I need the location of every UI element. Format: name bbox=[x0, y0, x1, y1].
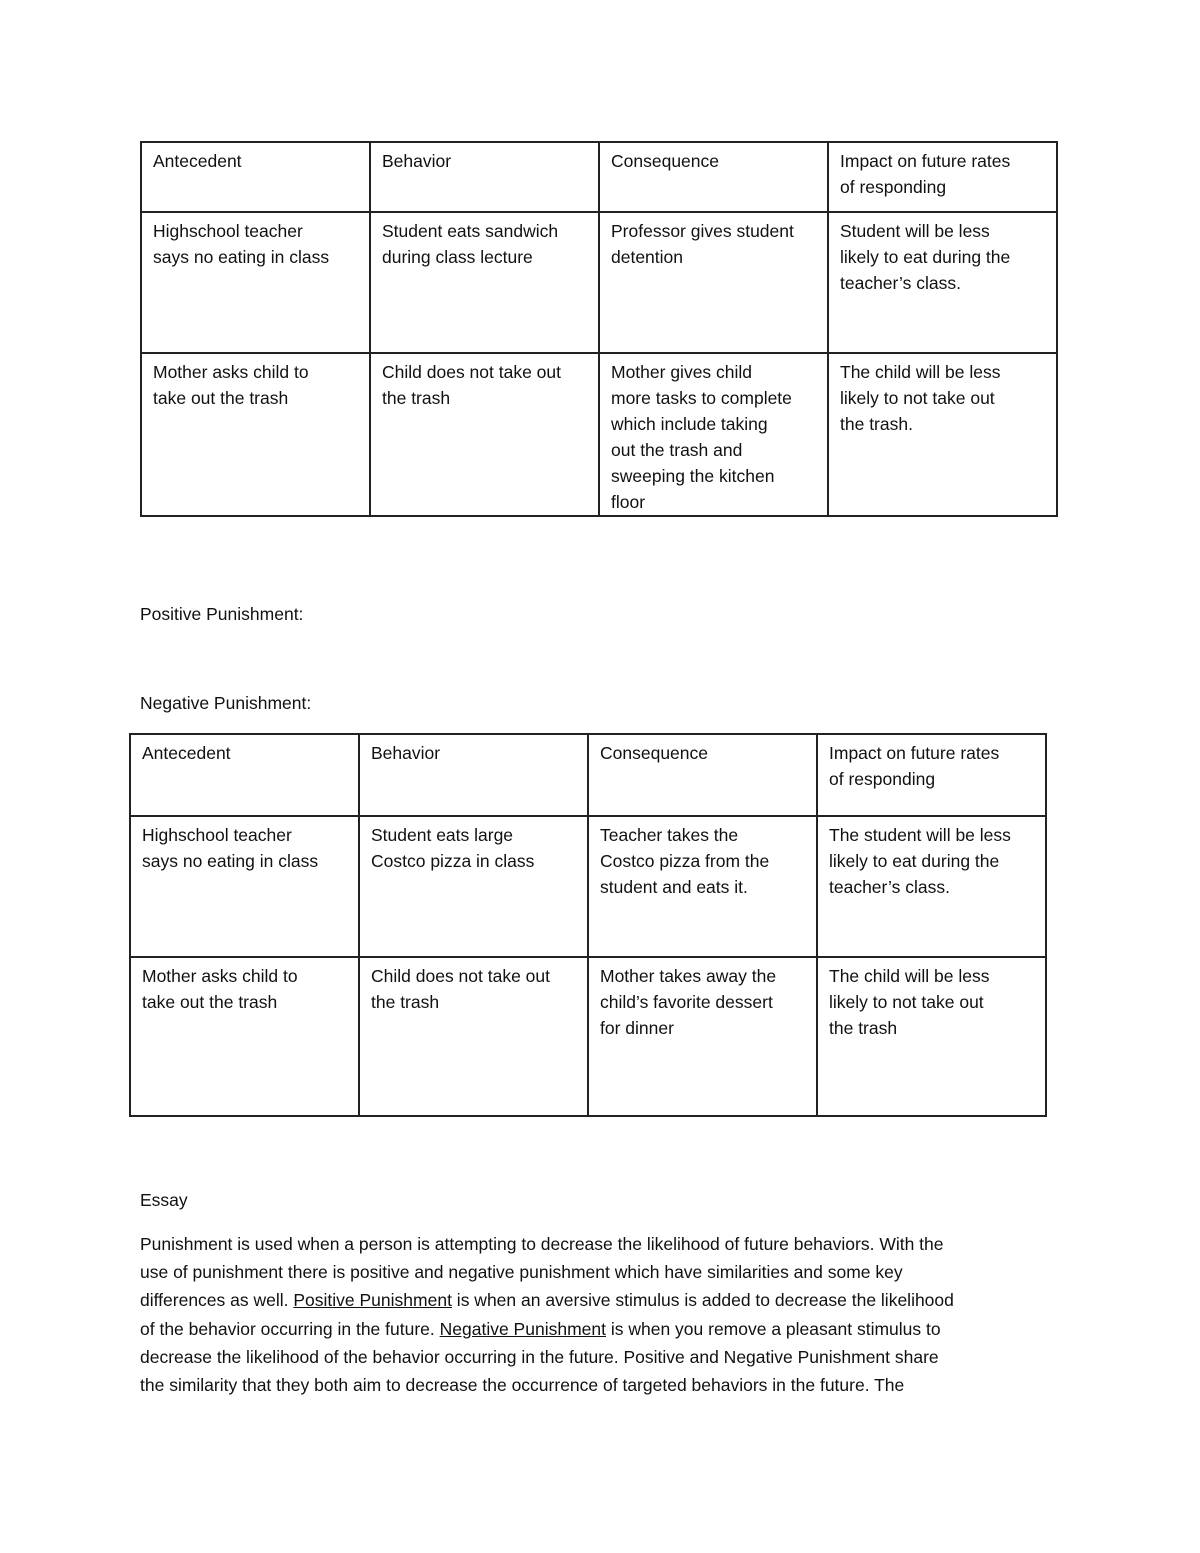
negative-punishment-label: Negative Punishment: bbox=[140, 693, 312, 713]
table-cell bbox=[370, 353, 599, 516]
cell-text-line: the trash. bbox=[840, 414, 913, 434]
cell-text-line: detention bbox=[611, 247, 684, 267]
cell-text-line: Antecedent bbox=[153, 151, 242, 171]
cell-text-line: sweeping the kitchen bbox=[611, 466, 775, 486]
table-header-cell bbox=[141, 142, 370, 212]
cell-text-line: likely to eat during the bbox=[829, 851, 1000, 871]
table-header-cell bbox=[588, 734, 817, 816]
table-header-cell bbox=[599, 142, 828, 212]
table-header-cell bbox=[370, 142, 599, 212]
negative-punishment-table bbox=[129, 733, 1047, 1117]
cell-text-line: teacher’s class. bbox=[829, 877, 950, 897]
cell-text-line: out the trash and bbox=[611, 440, 743, 460]
table-cell bbox=[141, 353, 370, 516]
cell-text-line: Child does not take out bbox=[382, 362, 562, 382]
table-cell bbox=[359, 957, 588, 1116]
cell-text-line: Consequence bbox=[611, 151, 719, 171]
table-header-cell bbox=[130, 734, 359, 816]
table-cell bbox=[828, 353, 1057, 516]
cell-text-line: The student will be less bbox=[829, 825, 1011, 845]
table-row bbox=[141, 353, 1057, 516]
table-row bbox=[130, 957, 1046, 1116]
essay-text: is when an aversive stimulus is added to decrease the likelihood bbox=[451, 1290, 954, 1311]
cell-text-line: Consequence bbox=[600, 743, 708, 763]
cell-text-line: The child will be less bbox=[829, 966, 990, 986]
cell-text-line: Highschool teacher bbox=[153, 221, 303, 241]
table-cell bbox=[130, 957, 359, 1116]
cell-text-line: Mother gives child bbox=[611, 362, 753, 382]
cell-text-line: Impact on future rates bbox=[829, 743, 1000, 763]
cell-text-line: Behavior bbox=[371, 743, 441, 763]
cell-text-line: Mother takes away the bbox=[600, 966, 777, 986]
essay-line bbox=[140, 1315, 954, 1343]
essay-line: the similarity that they both aim to decrease the occurrence of targeted behaviors in the future. The bbox=[140, 1375, 905, 1396]
cell-text-line: take out the trash bbox=[153, 388, 289, 408]
essay-line: Punishment is used when a person is attempting to decrease the likelihood of future behaviors. With the bbox=[140, 1234, 944, 1254]
cell-text-line: the trash bbox=[829, 1018, 898, 1038]
cell-text-line: Student will be less bbox=[840, 221, 990, 241]
cell-text-line: Impact on future rates bbox=[840, 151, 1011, 171]
essay-text: of the behavior occurring in the future. bbox=[140, 1318, 440, 1339]
essay-text: is when you remove a pleasant stimulus to bbox=[605, 1318, 941, 1339]
table-cell bbox=[588, 816, 817, 957]
cell-text-line: teacher’s class. bbox=[840, 273, 961, 293]
cell-text-line: Teacher takes the bbox=[600, 825, 739, 845]
cell-text-line: which include taking bbox=[611, 414, 768, 434]
cell-text-line: Costco pizza in class bbox=[371, 851, 535, 871]
table-row bbox=[141, 212, 1057, 353]
essay-heading: Essay bbox=[140, 1190, 188, 1210]
cell-text-line: more tasks to complete bbox=[611, 388, 792, 408]
table-header-row bbox=[141, 142, 1057, 212]
table-header-cell bbox=[828, 142, 1057, 212]
cell-text-line: Behavior bbox=[382, 151, 452, 171]
cell-text-line: says no eating in class bbox=[153, 247, 330, 267]
positive-punishment-label: Positive Punishment: bbox=[140, 604, 304, 624]
cell-text-line: likely to not take out bbox=[840, 388, 995, 408]
cell-text-line: the trash bbox=[382, 388, 451, 408]
cell-text-line: Antecedent bbox=[142, 743, 231, 763]
table-cell bbox=[370, 212, 599, 353]
cell-text-line: Costco pizza from the bbox=[600, 851, 770, 871]
cell-text-line: Mother asks child to bbox=[153, 362, 309, 382]
table-cell bbox=[817, 957, 1046, 1116]
table-cell bbox=[130, 816, 359, 957]
cell-text-line: the trash bbox=[371, 992, 440, 1012]
cell-text-line: Mother asks child to bbox=[142, 966, 298, 986]
essay-line: decrease the likelihood of the behavior occurring in the future. Positive and Negative Punishment share bbox=[140, 1346, 939, 1367]
cell-text-line: Professor gives student bbox=[611, 221, 794, 241]
cell-text-line: take out the trash bbox=[142, 992, 278, 1012]
cell-text-line: floor bbox=[611, 492, 646, 512]
table-row bbox=[130, 816, 1046, 957]
cell-text-line: of responding bbox=[840, 177, 947, 197]
cell-text-line: likely to eat during the bbox=[840, 247, 1011, 267]
positive-punishment-table bbox=[140, 141, 1058, 517]
cell-text-line: child’s favorite dessert bbox=[600, 992, 773, 1012]
cell-text-line: Student eats sandwich bbox=[382, 221, 559, 241]
table-cell bbox=[599, 212, 828, 353]
essay-line: use of punishment there is positive and negative punishment which have similarities and some key bbox=[140, 1262, 903, 1283]
cell-text-line: of responding bbox=[829, 769, 936, 789]
table-cell bbox=[588, 957, 817, 1116]
cell-text-line: The child will be less bbox=[840, 362, 1001, 382]
positive-punishment-term: Positive Punishment bbox=[293, 1290, 452, 1311]
essay-body bbox=[140, 1230, 954, 1399]
cell-text-line: for dinner bbox=[600, 1018, 674, 1038]
table-cell bbox=[359, 816, 588, 957]
table-cell bbox=[817, 816, 1046, 957]
table-header-cell bbox=[359, 734, 588, 816]
cell-text-line: student and eats it. bbox=[600, 877, 748, 897]
cell-text-line: Child does not take out bbox=[371, 966, 551, 986]
table-cell bbox=[141, 212, 370, 353]
cell-text-line: likely to not take out bbox=[829, 992, 984, 1012]
table-header-cell bbox=[817, 734, 1046, 816]
cell-text-line: Highschool teacher bbox=[142, 825, 292, 845]
essay-line bbox=[140, 1286, 954, 1314]
table-cell bbox=[599, 353, 828, 516]
cell-text-line: says no eating in class bbox=[142, 851, 319, 871]
essay-text: differences as well. bbox=[140, 1290, 294, 1311]
table-header-row bbox=[130, 734, 1046, 816]
table-cell bbox=[828, 212, 1057, 353]
negative-punishment-term: Negative Punishment bbox=[439, 1318, 606, 1339]
cell-text-line: Student eats large bbox=[371, 825, 514, 845]
cell-text-line: during class lecture bbox=[382, 247, 533, 267]
